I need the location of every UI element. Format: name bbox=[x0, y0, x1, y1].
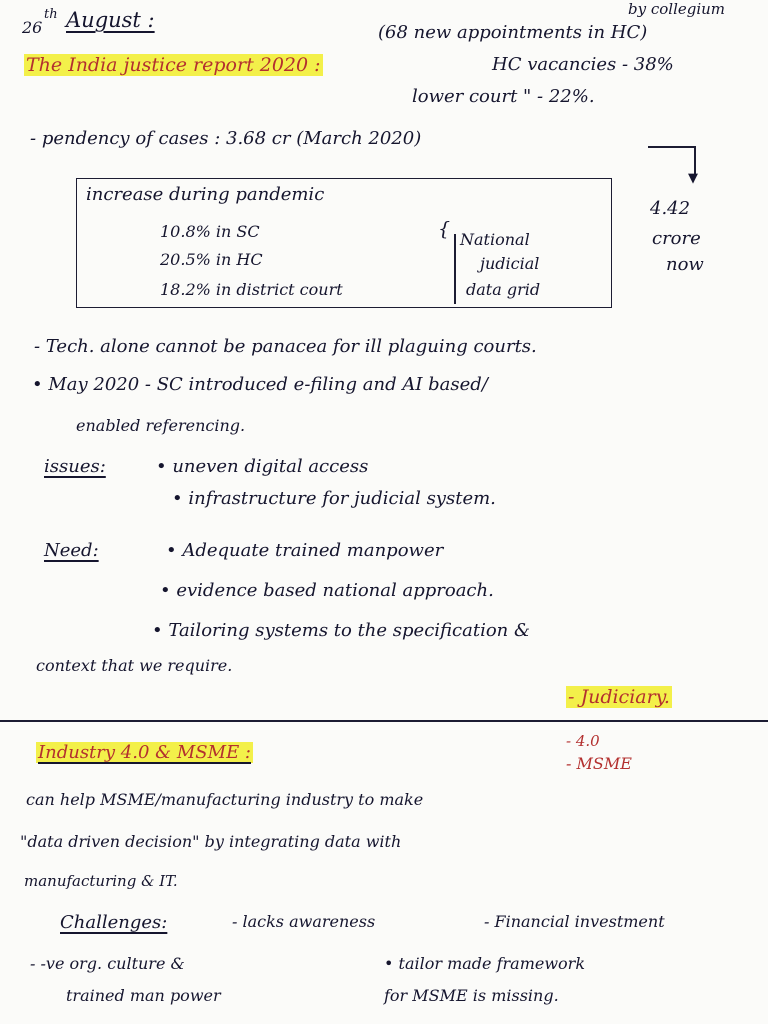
need-item-2: • evidence based national approach. bbox=[160, 580, 494, 601]
pandemic-box-title: increase during pandemic bbox=[86, 184, 325, 205]
now-unit: crore bbox=[652, 228, 701, 249]
pandemic-row-hc: 20.5% in HC bbox=[160, 250, 263, 269]
industry-title-text: Industry 4.0 & MSME : bbox=[38, 742, 251, 763]
need-label: Need: bbox=[44, 540, 99, 561]
date-day: 26 bbox=[22, 18, 43, 37]
industry-para-1: can help MSME/manufacturing industry to make bbox=[26, 790, 424, 809]
issues-label: issues: bbox=[44, 456, 106, 477]
pandemic-row-district: 18.2% in district court bbox=[160, 280, 343, 299]
challenge-manpower: trained man power bbox=[66, 986, 221, 1005]
pendency-arrow-line bbox=[648, 146, 694, 148]
source-divider bbox=[454, 234, 456, 304]
collegium-note: by collegium bbox=[628, 0, 726, 18]
issue-item-2: • infrastructure for judicial system. bbox=[172, 488, 496, 509]
issue-item-1: • uneven digital access bbox=[156, 456, 369, 477]
tech-line-2: • May 2020 - SC introduced e-filing and AI based/ bbox=[32, 374, 488, 395]
report-title-text: The India justice report 2020 : bbox=[26, 54, 321, 76]
industry-para-2: "data driven decision" by integrating data with bbox=[20, 832, 402, 851]
challenge-framework: • tailor made framework bbox=[384, 954, 586, 973]
report-title bbox=[24, 56, 323, 75]
arrow-down-icon: ▼ bbox=[688, 171, 698, 186]
pendency-text: pendency of cases : 3.68 cr (March 2020) bbox=[41, 128, 422, 149]
judiciary-tag-text: - Judiciary. bbox=[568, 686, 670, 708]
pandemic-row-sc: 10.8% in SC bbox=[160, 222, 260, 241]
judiciary-tag bbox=[566, 688, 672, 707]
challenge-missing: for MSME is missing. bbox=[384, 986, 559, 1005]
date-suffix: th bbox=[44, 7, 58, 22]
brace-icon: { bbox=[438, 218, 451, 240]
now-value: 4.42 bbox=[650, 198, 691, 219]
need-continuation: context that we require. bbox=[36, 656, 233, 675]
now-label: now bbox=[666, 254, 704, 275]
challenge-awareness: - lacks awareness bbox=[232, 912, 376, 931]
hc-vacancies: HC vacancies - 38% bbox=[492, 54, 674, 75]
lower-court-vacancies: lower court " - 22%. bbox=[412, 86, 595, 107]
need-item-3: • Tailoring systems to the specification & bbox=[152, 620, 531, 641]
tech-line-3: enabled referencing. bbox=[76, 416, 246, 435]
need-item-1: • Adequate trained manpower bbox=[166, 540, 444, 561]
source-line-2: judicial bbox=[480, 254, 540, 273]
industry-para-3: manufacturing & IT. bbox=[24, 872, 178, 890]
challenge-financial: - Financial investment bbox=[484, 912, 665, 931]
industry-title bbox=[36, 744, 253, 762]
challenges-label: Challenges: bbox=[60, 912, 168, 933]
pendency-line: - pendency of cases : 3.68 cr (March 2020) bbox=[30, 128, 422, 149]
source-line-3: data grid bbox=[466, 280, 541, 299]
industry-tag-2: - MSME bbox=[566, 754, 632, 773]
industry-tag-1: - 4.0 bbox=[566, 732, 600, 750]
source-line-1: National bbox=[460, 230, 530, 249]
section-divider bbox=[0, 720, 768, 722]
tech-line-1: - Tech. alone cannot be panacea for ill plaguing courts. bbox=[34, 336, 537, 357]
appointments-note: (68 new appointments in HC) bbox=[378, 22, 648, 43]
date-month: August : bbox=[66, 8, 155, 32]
challenge-culture: - -ve org. culture & bbox=[30, 954, 185, 973]
